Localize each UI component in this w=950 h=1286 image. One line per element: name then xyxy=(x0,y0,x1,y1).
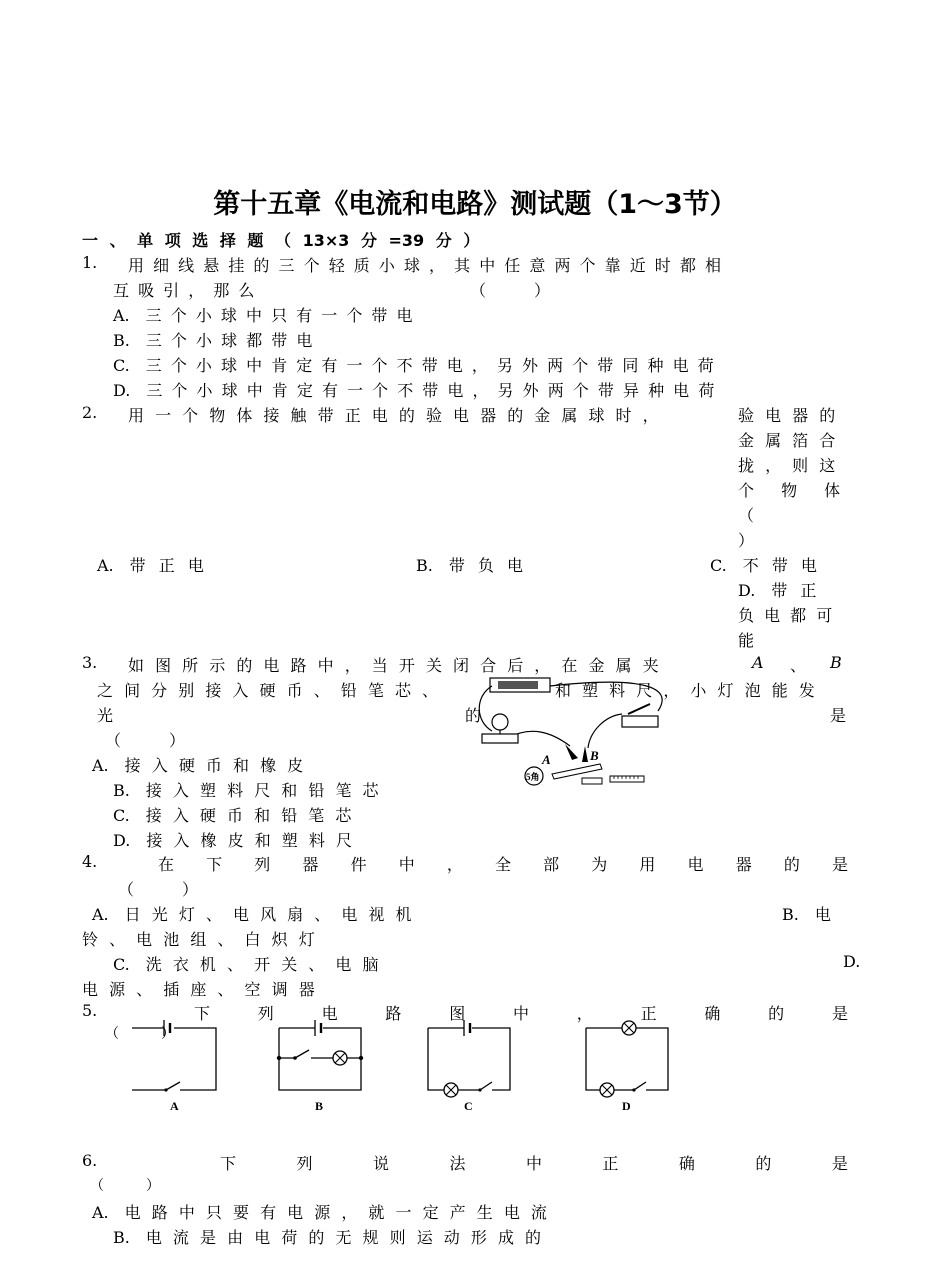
q4-stem-line1: 在 下 列 器 件 中 ， 全 部 为 用 电 器 的 是 xyxy=(158,855,848,874)
q1-option-c: C. 三 个 小 球 中 肯 定 有 一 个 不 带 电 ， 另 外 两 个 带 同 种 电 荷 xyxy=(113,356,714,375)
q3-stem-line3-a: 光 xyxy=(97,706,114,725)
q3-figure-label-b: B xyxy=(590,748,599,763)
q2-stem-wrap-3: 拢 ， 则 这 xyxy=(738,456,836,475)
q1-stem-line1: 用 细 线 悬 挂 的 三 个 轻 质 小 球 ， 其 中 任 意 两 个 靠 近 时 都 相 xyxy=(128,256,721,275)
q4-option-c: C. 洗 衣 机 、 开 关 、 电 脑 xyxy=(113,955,379,974)
q3-number: 3. xyxy=(82,653,98,672)
q3-stem-line1: 如 图 所 示 的 电 路 中 ， 当 开 关 闭 合 后 ， 在 金 属 夹 xyxy=(128,656,659,675)
q5-label-b: B xyxy=(315,1099,324,1113)
q3-answer-paren: （ ） xyxy=(105,731,186,750)
q5-answer-paren: （ ） xyxy=(105,1026,175,1042)
q3-option-c: C. 接 入 硬 币 和 铅 笔 芯 xyxy=(113,806,352,825)
q6-option-a: A. 电 路 中 只 要 有 电 源 ， 就 一 定 产 生 电 流 xyxy=(92,1203,547,1222)
q5-stem-line1: 下 列 电 路 图 中 ， 正 确 的 是 xyxy=(194,1004,848,1023)
q4-option-d-cont: 电 源 、 插 座 、 空 调 器 xyxy=(82,980,315,999)
q5-circuit-c xyxy=(424,1018,516,1114)
q5-label-d: D xyxy=(622,1099,631,1113)
q2-paren-close: ） xyxy=(738,531,755,550)
q3-stem-line3-c: 是 xyxy=(830,706,847,725)
document-title: 第十五章《电流和电路》测试题（1～3节） xyxy=(213,189,737,220)
q2-option-b: B. 带 负 电 xyxy=(416,556,524,575)
q3-clip-a-label: A xyxy=(752,653,764,672)
q6-stem-line1: 下 列 说 法 中 正 确 的 是 xyxy=(220,1154,848,1173)
q5-label-c: C xyxy=(464,1099,473,1113)
q1-option-b: B. 三 个 小 球 都 带 电 xyxy=(113,331,313,350)
q6-number: 6. xyxy=(82,1151,98,1170)
q3-option-a: A. 接 入 硬 币 和 橡 皮 xyxy=(92,756,304,775)
q3-stem-line2-b: 和 塑 料 尺 ， 小 灯 泡 能 发 xyxy=(555,681,815,700)
section-heading: 一 、 单 项 选 择 题 （ 13×3 分 =39 分 ） xyxy=(82,231,480,250)
q2-option-c: C. 不 带 电 xyxy=(710,556,817,575)
q3-figure-coin: 5角 xyxy=(526,772,540,782)
q6-option-b: B. 电 流 是 由 电 荷 的 无 规 则 运 动 形 成 的 xyxy=(113,1228,542,1247)
q5-label-a: A xyxy=(170,1099,179,1113)
q3-stem-line3-b: 的 xyxy=(465,706,482,725)
q3-figure-label-a: A xyxy=(542,752,551,767)
q5-circuit-d xyxy=(582,1018,674,1114)
q3-clip-b-label: B xyxy=(830,653,842,672)
q5-number: 5. xyxy=(82,1001,98,1020)
q1-option-d: D. 三 个 小 球 中 肯 定 有 一 个 不 带 电 ， 另 外 两 个 带 异 种 电 荷 xyxy=(113,381,715,400)
q2-stem-wrap-4: 个 物 体 xyxy=(738,481,841,500)
q3-separator: 、 xyxy=(790,656,807,675)
q4-option-b-cont: 铃 、 电 池 组 、 白 炽 灯 xyxy=(82,930,315,949)
q2-option-a: A. 带 正 电 xyxy=(97,556,204,575)
q1-answer-paren: （ ） xyxy=(470,281,551,300)
q2-stem-wrap-2: 金 属 箔 合 xyxy=(738,431,836,450)
q4-answer-paren: （ ） xyxy=(118,880,199,899)
q2-stem-wrap-1: 验 电 器 的 xyxy=(738,406,836,425)
q3-option-d: D. 接 入 橡 皮 和 塑 料 尺 xyxy=(113,831,352,850)
q4-option-a: A. 日 光 灯 、 电 风 扇 、 电 视 机 xyxy=(92,905,412,924)
q2-number: 2. xyxy=(82,403,98,422)
q4-option-b: B. 电 xyxy=(782,905,831,924)
q4-number: 4. xyxy=(82,852,98,871)
q6-answer-paren: （ ） xyxy=(90,1178,160,1194)
q4-option-d: D. xyxy=(843,952,861,971)
q3-stem-line2: 之 间 分 别 接 入 硬 币 、 铅 笔 芯 、 xyxy=(97,681,439,700)
q5-circuit-a xyxy=(128,1018,220,1114)
q1-stem-line2: 互 吸 引 ， 那 么 xyxy=(113,281,255,300)
q2-stem-line1: 用 一 个 物 体 接 触 带 正 电 的 验 电 器 的 金 属 球 时 ， xyxy=(128,406,659,425)
q1-option-a: A. 三 个 小 球 中 只 有 一 个 带 电 xyxy=(113,306,413,325)
q3-option-b: B. 接 入 塑 料 尺 和 铅 笔 芯 xyxy=(113,781,379,800)
q1-number: 1. xyxy=(82,253,98,272)
q2-option-d-1: D. 带 正 xyxy=(738,581,817,600)
q2-paren-open: （ xyxy=(738,506,755,525)
q5-circuit-b xyxy=(275,1018,367,1114)
q2-option-d-2: 负 电 都 可 xyxy=(738,606,833,625)
q2-option-d-3: 能 xyxy=(738,631,755,650)
q3-circuit-figure xyxy=(470,676,680,791)
